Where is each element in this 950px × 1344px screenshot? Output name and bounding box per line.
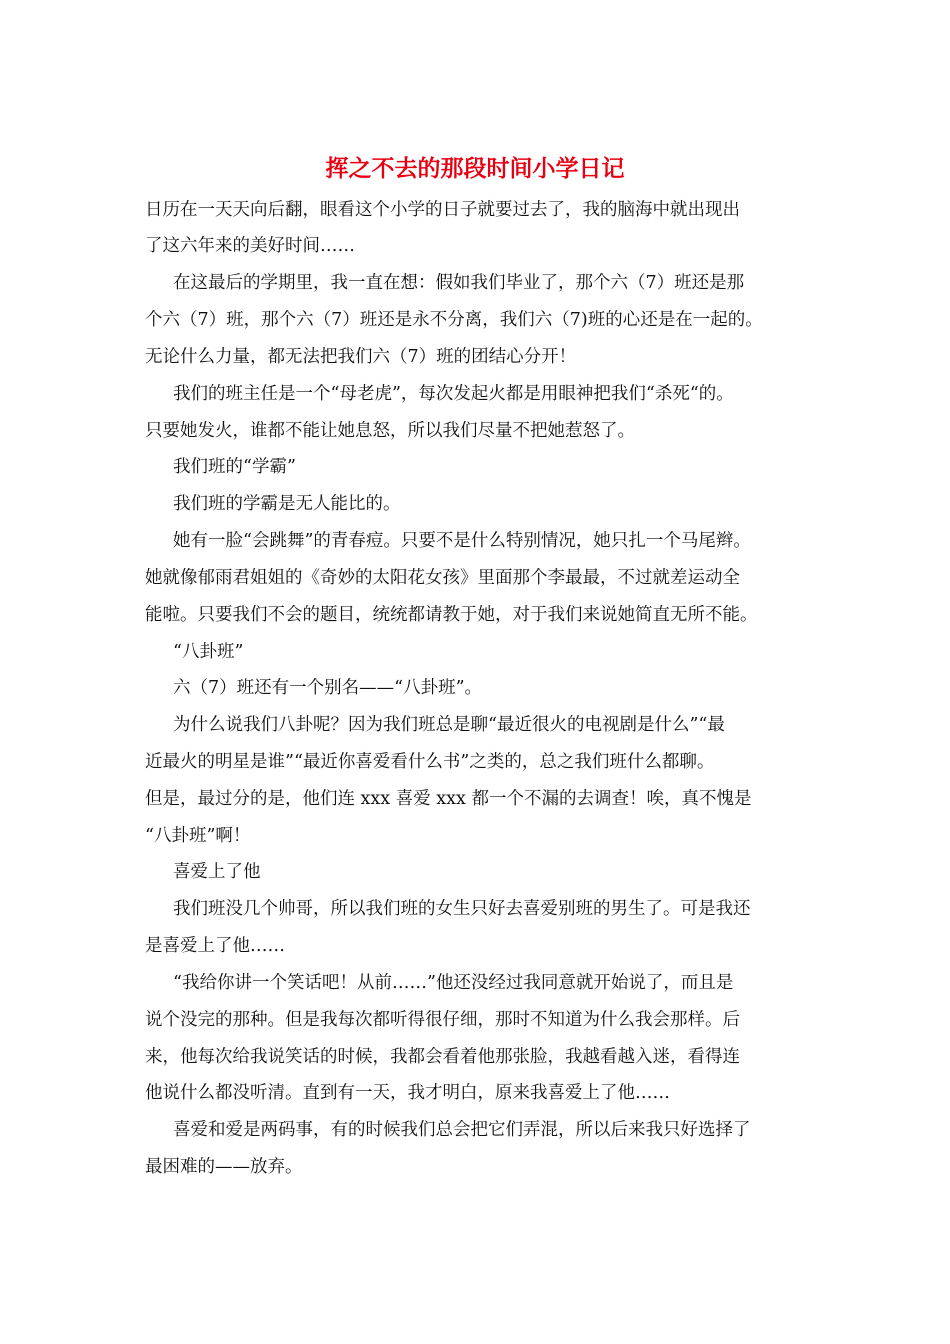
text-line: 个六（7）班，那个六（7）班还是永不分离，我们六（7)班的心还是在一起的。 (145, 310, 763, 330)
text-line: “八卦班”啊！ (145, 826, 251, 846)
text-line: 说个没完的那种。但是我每次都听得很仔细，那时不知道为什么我会那样。后 (145, 1010, 740, 1030)
text-line: 能啦。只要我们不会的题目，统统都请教于她，对于我们来说她简直无所不能。 (145, 605, 758, 625)
text-line: 了这六年来的美好时间…… (145, 236, 355, 256)
text-line: “我给你讲一个笑话吧！从前……”他还没经过我同意就开始说了，而且是 (173, 973, 734, 993)
text-line: 是喜爱上了他…… (145, 936, 285, 956)
text-line: 他说什么都没听清。直到有一天，我才明白，原来我喜爱上了他…… (145, 1083, 670, 1103)
text-line: 我们的班主任是一个“母老虎”，每次发起火都是用眼神把我们“杀死“的。 (173, 384, 734, 404)
text-line: 我们班的学霸是无人能比的。 (173, 494, 401, 514)
text-line: 她有一脸“会跳舞”的青春痘。只要不是什么特别情况，她只扎一个马尾辫。 (173, 531, 751, 551)
section-heading: 我们班的“学霸” (173, 457, 296, 477)
text-line: 喜爱和爱是两码事，有的时候我们总会把它们弄混，所以后来我只好选择了 (173, 1120, 751, 1140)
text-line: 但是，最过分的是，他们连 xxx 喜爱 xxx 都一个不漏的去调查！唉，真不愧是 (145, 789, 752, 809)
text-line: 最困难的——放弃。 (145, 1157, 303, 1177)
text-line: 只要她发火，谁都不能让她息怒，所以我们尽量不把她惹怒了。 (145, 421, 635, 441)
section-heading: “八卦班” (173, 642, 244, 662)
text-line: 无论什么力量，都无法把我们六（7）班的团结心分开！ (145, 347, 577, 367)
text-line: 她就像郁雨君姐姐的《奇妙的太阳花女孩》里面那个李最最，不过就差运动全 (145, 568, 740, 588)
document-title: 挥之不去的那段时间小学日记 (325, 156, 625, 182)
text-line: 六（7）班还有一个别名——“八卦班”。 (173, 678, 483, 698)
text-line: 日历在一天天向后翻，眼看这个小学的日子就要过去了，我的脑海中就出现出 (145, 200, 740, 220)
text-line: 为什么说我们八卦呢？因为我们班总是聊“最近很火的电视剧是什么”“最 (173, 715, 725, 735)
text-line: 我们班没几个帅哥，所以我们班的女生只好去喜爱别班的男生了。可是我还 (173, 899, 751, 919)
section-heading: 喜爱上了他 (173, 862, 261, 882)
text-line: 来，他每次给我说笑话的时候，我都会看着他那张脸，我越看越入迷，看得连 (145, 1047, 740, 1067)
text-line: 在这最后的学期里，我一直在想：假如我们毕业了，那个六（7）班还是那 (173, 273, 745, 293)
text-line: 近最火的明星是谁”“最近你喜爱看什么书”之类的，总之我们班什么都聊。 (145, 752, 715, 772)
